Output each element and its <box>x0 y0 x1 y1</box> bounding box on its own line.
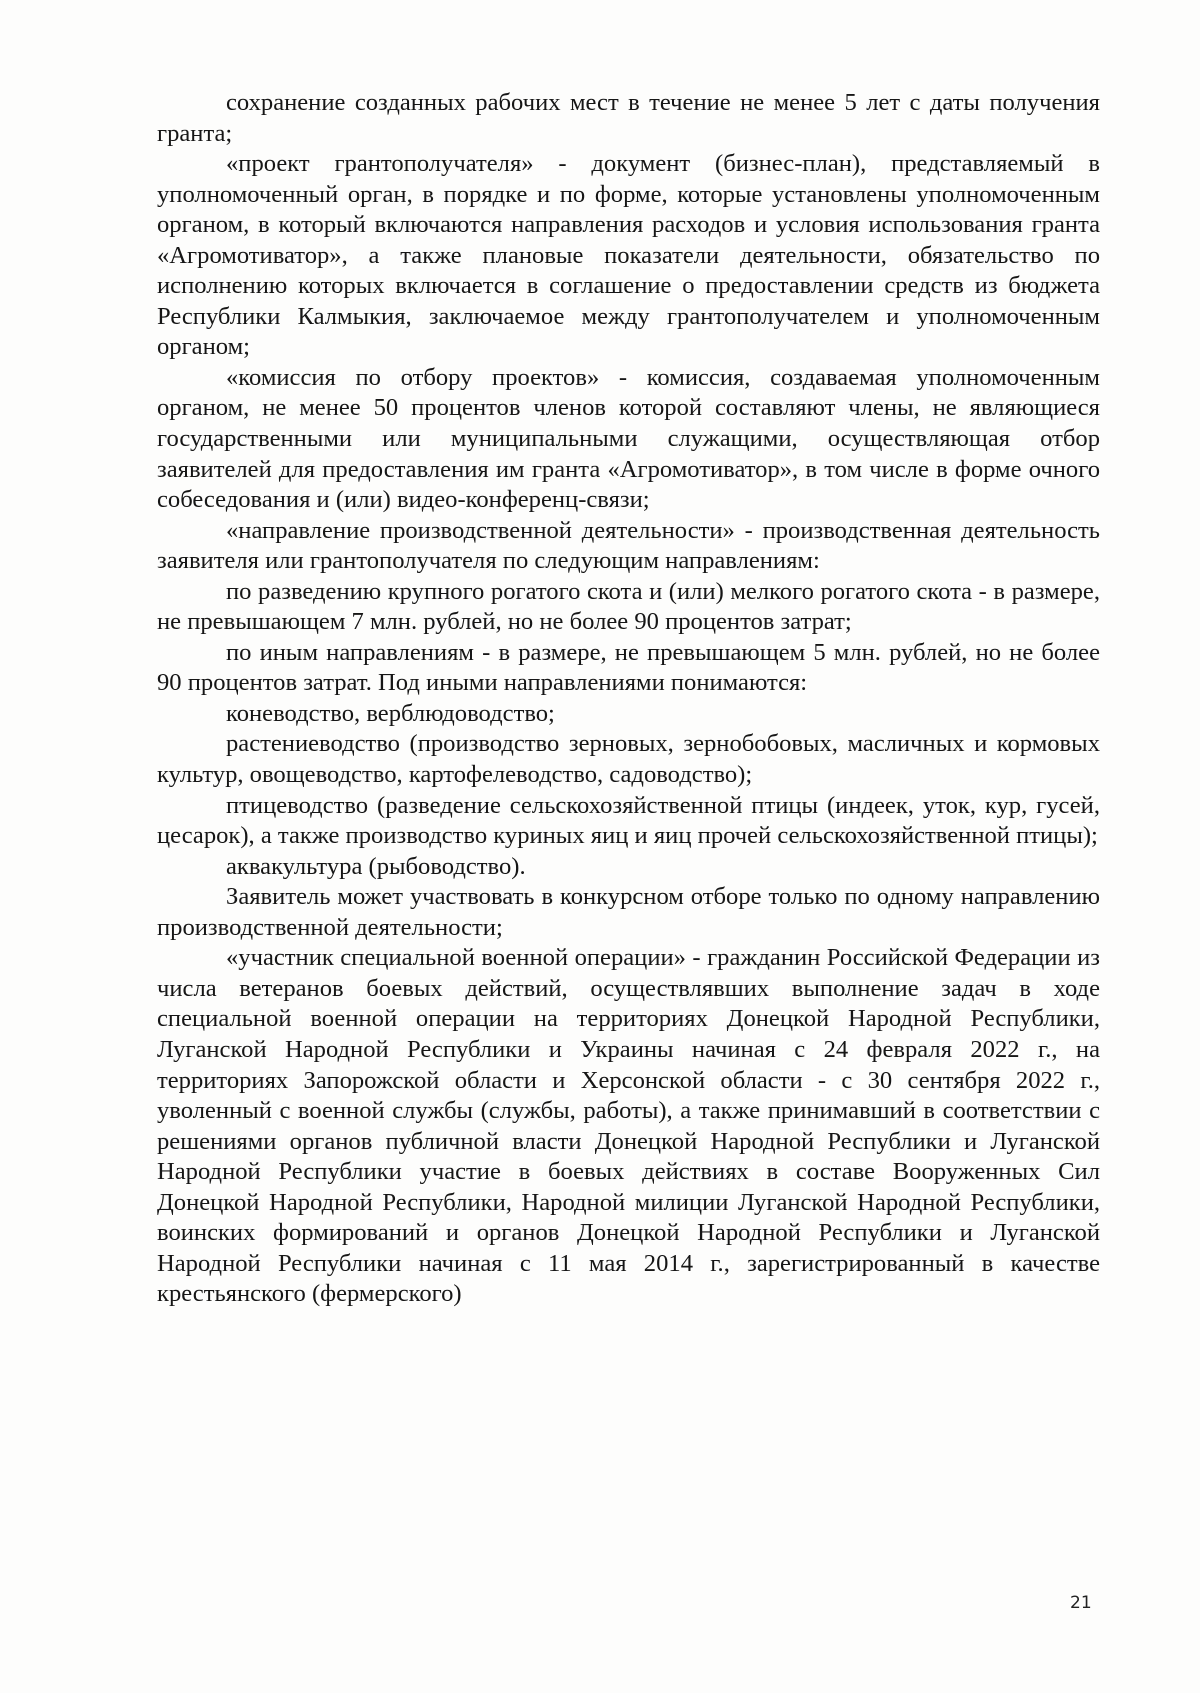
paragraph-production-direction: «направление производственной деятельности» - производственная деятельность заявителя или грантополучателя по следующим направлениям: <box>157 516 1100 575</box>
document-body <box>157 88 1100 1310</box>
paragraph-selection-commission: «комиссия по отбору проектов» - комиссия, создаваемая уполномоченным органом, не менее 50 процентов членов которой составляют члены, не являющиеся государственными или муниципальными служащими, осуществляющая отбор заявителей для предоставления им гранта «Агромотиватор», в том числе в форме очного собеседования и (или) видео-конференц-связи; <box>157 363 1100 514</box>
paragraph-poultry: птицеводство (разведение сельскохозяйственной птицы (индеек, уток, кур, гусей, цесарок), а также производство куриных яиц и яиц прочей сельскохозяйственной птицы); <box>157 791 1100 850</box>
paragraph-other-directions: по иным направлениям - в размере, не превышающем 5 млн. рублей, но не более 90 процентов затрат. Под иными направлениями понимаются: <box>157 638 1100 697</box>
paragraph-svo-participant: «участник специальной военной операции» - гражданин Российской Федерации из числа ветеранов боевых действий, осуществлявших выполнение задач в ходе специальной военной операции на территориях Донецкой Народной Республики, Луганской Народной Республики и Украины начиная с 24 февраля 2022 г., на территориях Запорожской области и Херсонской области - с 30 сентября 2022 г., уволенный с военной службы (службы, работы), а также принимавший в соответствии с решениями органов публичной власти Донецкой Народной Республики и Луганской Народной Республики участие в боевых действиях в составе Вооруженных Сил Донецкой Народной Республики, Народной милиции Луганской Народной Республики, воинских формирований и органов Донецкой Народной Республики и Луганской Народной Республики начиная с 11 мая 2014 г., зарегистрированный в качестве крестьянского (фермерского) <box>157 944 1100 1308</box>
paragraph-single-direction: Заявитель может участвовать в конкурсном отборе только по одному направлению производственной деятельности; <box>157 883 1100 941</box>
paragraph-crop-production: растениеводство (производство зерновых, зернобобовых, масличных и кормовых культур, овощеводство, картофелеводство, садоводство); <box>157 730 1100 789</box>
paragraph-horse-camel-breeding: коневодство, верблюдоводство; <box>226 699 555 727</box>
paragraph-aquaculture: аквакультура (рыбоводство). <box>226 852 526 880</box>
page-number: 21 <box>1070 1593 1092 1613</box>
paragraph-cattle-breeding: по разведению крупного рогатого скота и (или) мелкого рогатого скота - в размере, не превышающем 7 млн. рублей, но не более 90 процентов затрат; <box>157 577 1100 636</box>
paragraph-job-retention: сохранение созданных рабочих мест в течение не менее 5 лет с даты получения гранта; <box>157 89 1100 147</box>
paragraph-grantee-project: «проект грантополучателя» - документ (бизнес-план), представляемый в уполномоченный орган, в порядке и по форме, которые установлены уполномоченным органом, в который включаются направления расходов и условия использования гранта «Агромотиватор», а также плановые показатели деятельности, обязательство по исполнению которых включается в соглашение о предоставлении средств из бюджета Республики Калмыкия, заключаемое между грантополучателем и уполномоченным органом; <box>157 150 1100 361</box>
